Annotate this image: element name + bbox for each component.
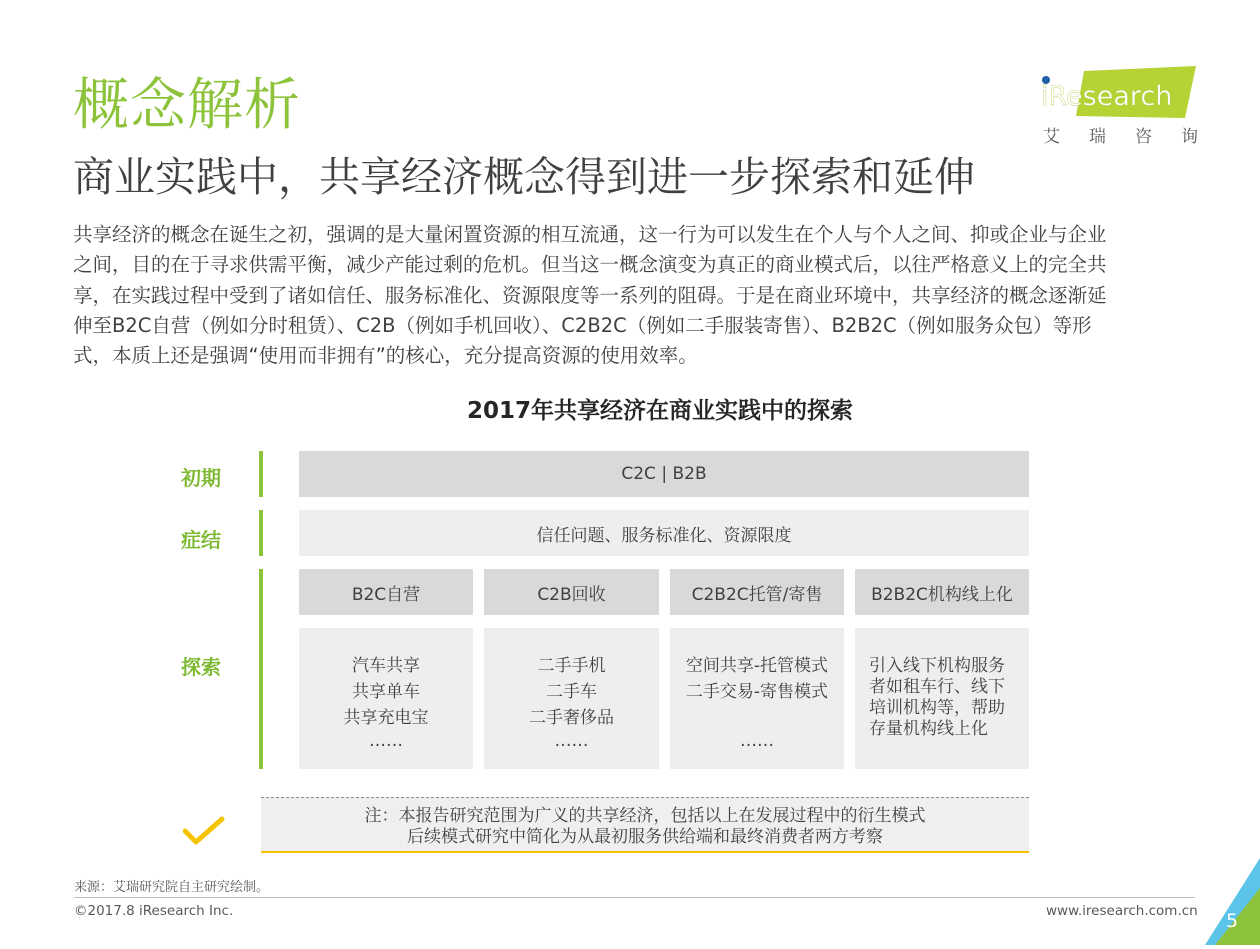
column-header-c2b: C2B回收 — [484, 569, 659, 615]
detail-item — [670, 705, 844, 731]
website-link[interactable]: www.iresearch.com.cn — [1046, 903, 1198, 919]
page-title: 概念解析 — [73, 73, 301, 138]
detail-item: 共享充电宝 — [343, 708, 429, 728]
intro-line: 式，本质上还是强调“使用而非拥有”的核心，充分提高资源的使用效率。 — [73, 344, 698, 368]
detail-item: …… — [740, 731, 774, 751]
column-header-c2b2c: C2B2C托管/寄售 — [670, 569, 844, 615]
logo-char: 询 — [1181, 127, 1198, 147]
note-line: 注：本报告研究范围为广义的共享经济，包括以上在发展过程中的衍生模式 — [364, 806, 926, 826]
intro-line: 享，在实践过程中受到了诸如信任、服务标准化、资源限度等一系列的阻碍。于是在商业环境中，共享经济的概念逐渐延 — [73, 283, 1107, 307]
problem-box: 信任问题、服务标准化、资源限度 — [299, 510, 1029, 556]
column-detail-c2b — [484, 628, 659, 769]
page-number: 5 — [1226, 910, 1239, 932]
column-detail-c2b2c — [670, 628, 844, 769]
stage-label-problem: 症结 — [181, 528, 221, 552]
intro-paragraph — [73, 220, 1189, 371]
detail-item: …… — [554, 731, 589, 751]
detail-item: …… — [369, 731, 403, 751]
footer-divider — [74, 897, 1195, 898]
note-line: 后续模式研究中简化为从最初服务供给端和最终消费者两方考察 — [407, 827, 883, 847]
detail-item: 共享单车 — [352, 682, 420, 702]
page-subtitle: 商业实践中，共享经济概念得到进一步探索和延伸 — [73, 153, 975, 201]
column-header-b2c: B2C自营 — [299, 569, 473, 615]
source-note: 来源：艾瑞研究院自主研究绘制。 — [74, 880, 270, 895]
stage-label-explore: 探索 — [181, 655, 221, 679]
stage-bar — [259, 451, 263, 497]
detail-item: 空间共享-托管模式 — [685, 656, 829, 676]
scope-note — [261, 797, 1029, 853]
diagram-title: 2017年共享经济在商业实践中的探索 — [466, 398, 853, 424]
detail-item: 二手奢侈品 — [529, 708, 614, 728]
detail-item: 者如租车行、线下 — [869, 677, 1005, 697]
detail-item: 汽车共享 — [352, 656, 420, 676]
intro-line: 伸至B2C自营（例如分时租赁）、C2B（例如手机回收）、C2B2C（例如二手服装寄售）、B2B2C（例如服务众包）等形 — [73, 313, 1092, 337]
detail-item: 二手手机 — [537, 656, 606, 676]
stage-label-initial: 初期 — [181, 466, 221, 490]
checkmark-icon — [183, 815, 225, 851]
column-detail-b2c — [299, 628, 473, 769]
detail-item: 存量机构线上化 — [869, 719, 988, 739]
detail-item: 培训机构等，帮助 — [869, 698, 1005, 718]
copyright: ©2017.8 iResearch Inc. — [74, 903, 234, 919]
logo-char: 瑞 — [1089, 127, 1106, 147]
stage-bar — [259, 510, 263, 556]
logo-wordmark: iResearch — [1041, 81, 1173, 112]
detail-item: 引入线下机构服务 — [869, 656, 1005, 676]
column-header-b2b2c: B2B2C机构线上化 — [855, 569, 1029, 615]
intro-line: 之间，目的在于寻求供需平衡，减少产能过剩的危机。但当这一概念演变为真正的商业模式后，以往严格意义上的完全共 — [73, 253, 1107, 277]
stage-bar — [259, 569, 263, 769]
intro-line: 共享经济的概念在诞生之初，强调的是大量闲置资源的相互流通，这一行为可以发生在个人与个人之间、抑或企业与企业 — [73, 223, 1107, 246]
logo-char: 咨 — [1135, 127, 1152, 147]
detail-item: 二手车 — [546, 682, 597, 702]
detail-item: 二手交易-寄售模式 — [685, 682, 829, 702]
initial-models-box: C2C | B2B — [299, 451, 1029, 497]
column-detail-b2b2c — [855, 628, 1029, 769]
logo-caption — [1043, 122, 1198, 147]
logo-char: 艾 — [1043, 127, 1060, 147]
page-corner-decoration — [1205, 858, 1260, 949]
